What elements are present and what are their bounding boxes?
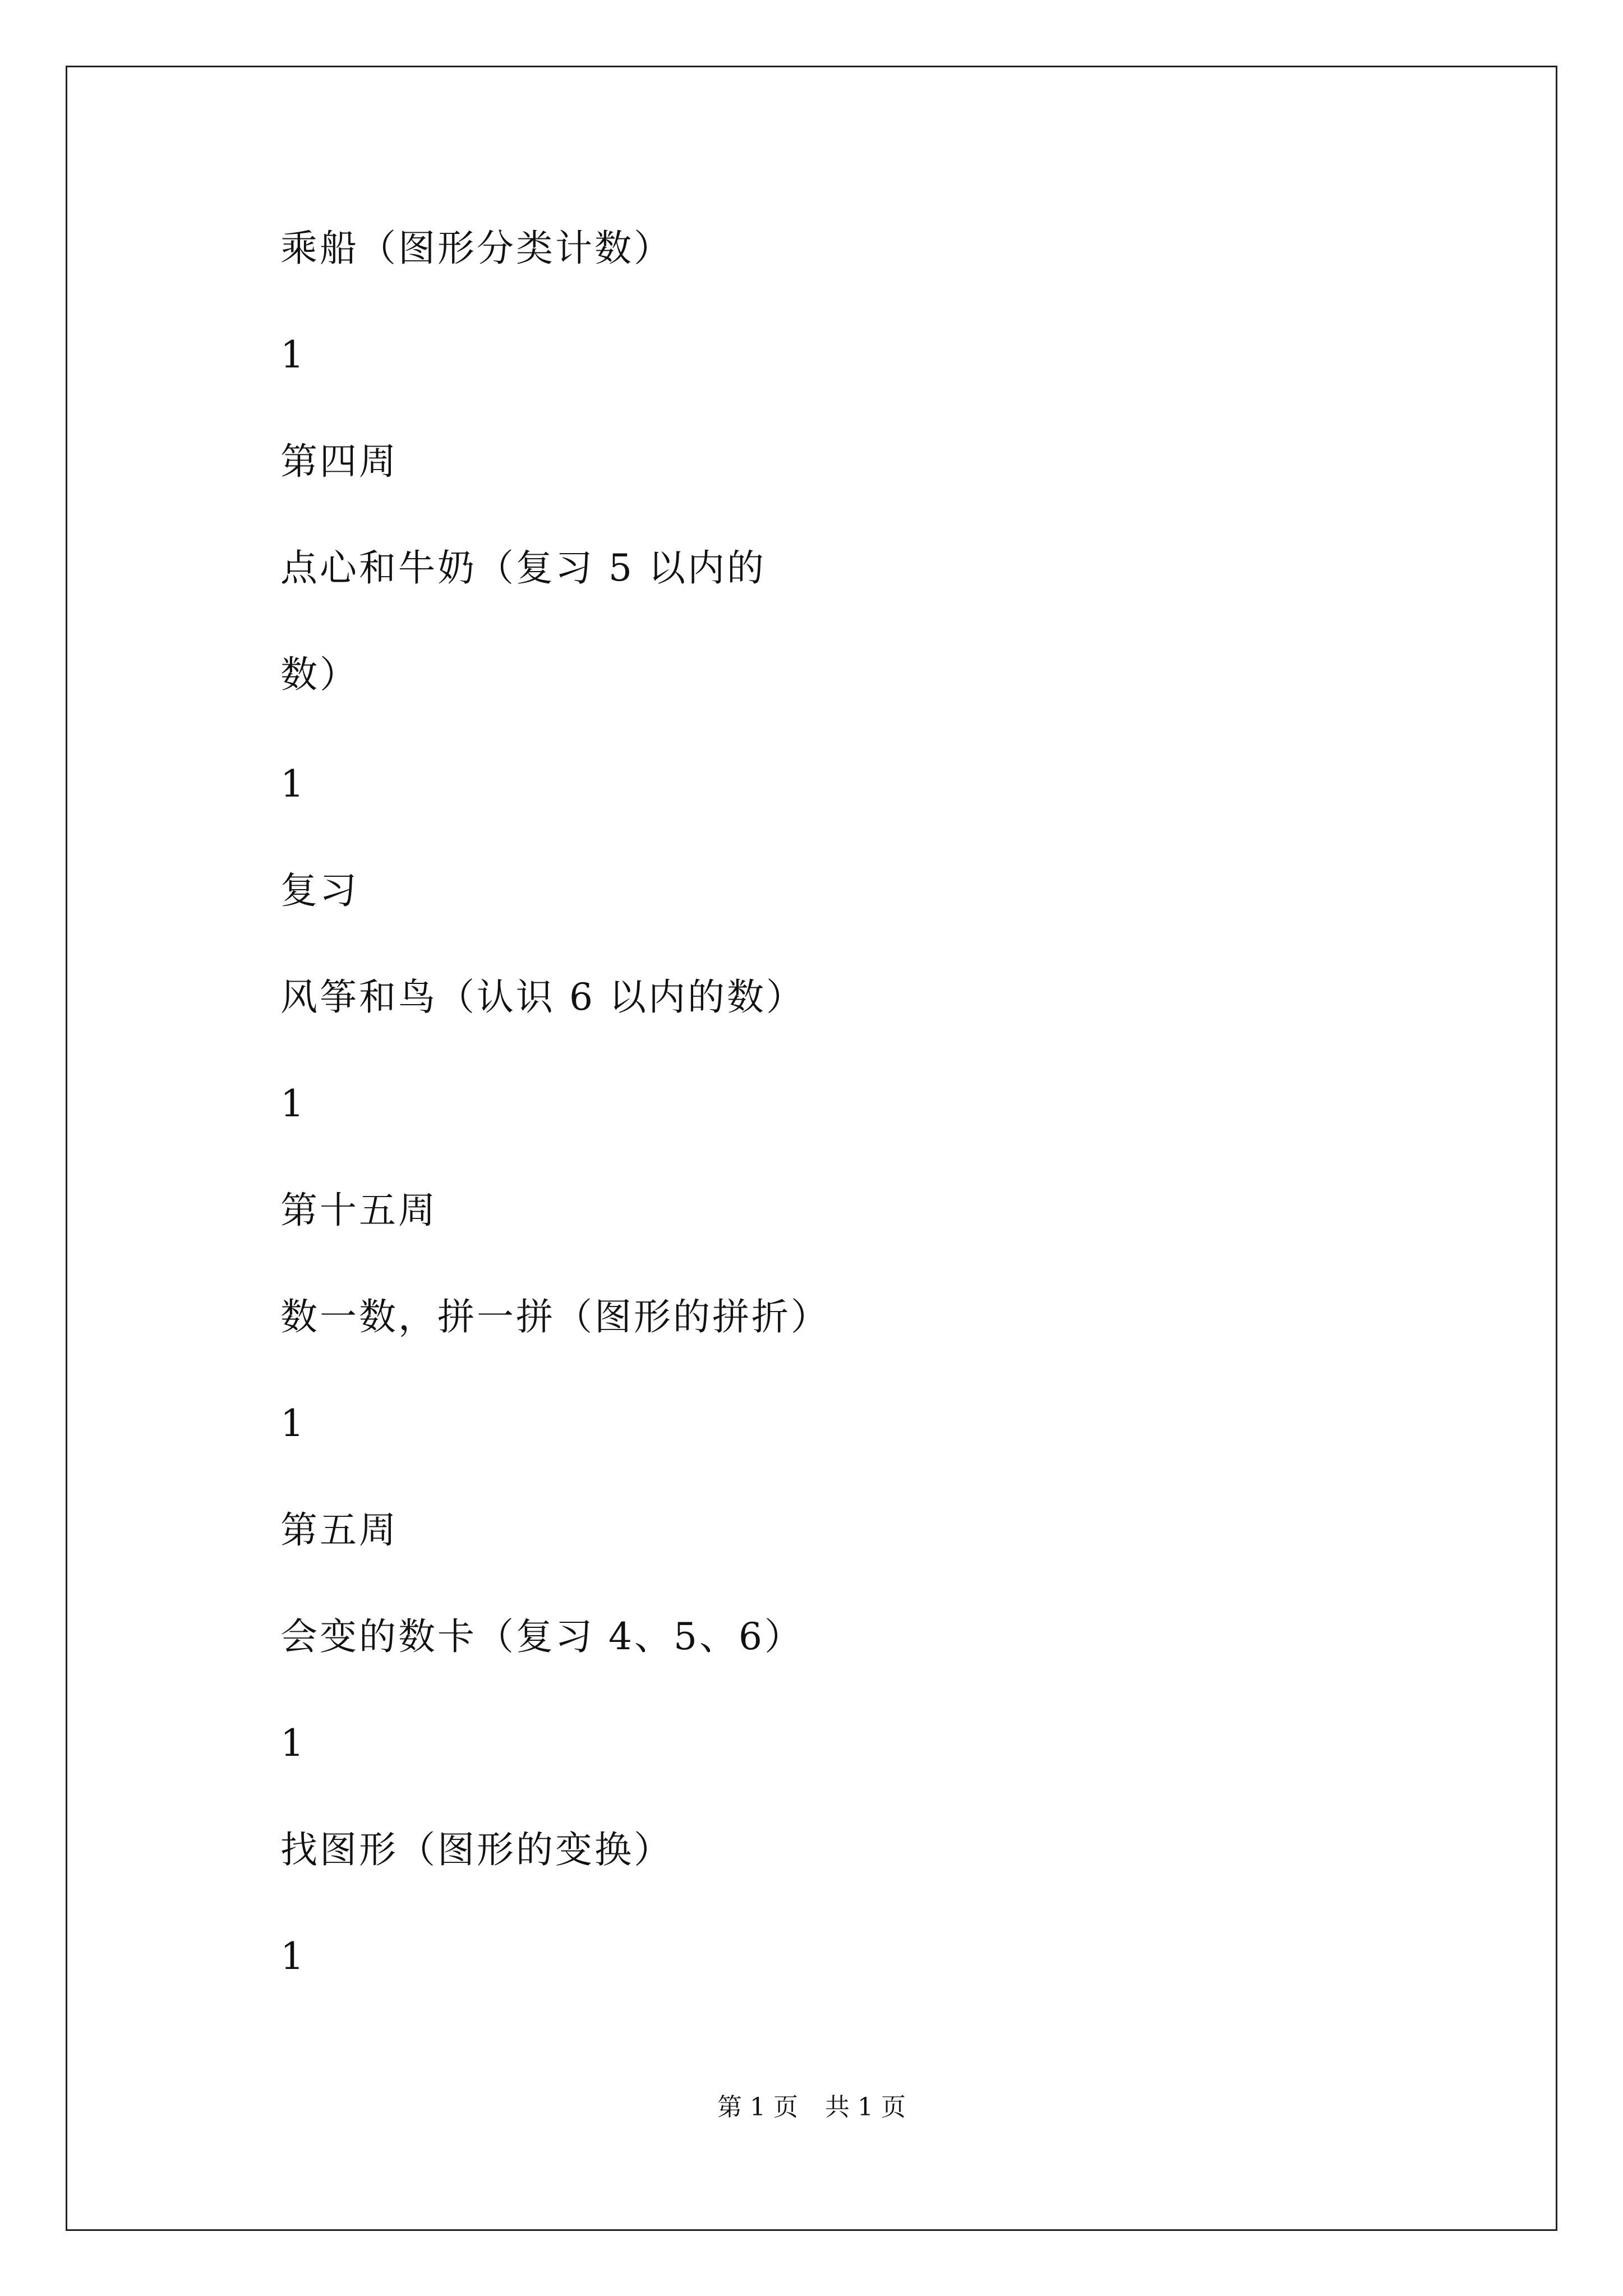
page-number-total: 共 1 页: [825, 2093, 906, 2122]
text-line: 第五周: [280, 1508, 398, 1552]
text-line: 第四周: [280, 440, 398, 483]
text-line: 第十五周: [280, 1189, 437, 1232]
text-line: 1: [280, 762, 306, 806]
text-line: 风筝和鸟（认识 6 以内的数）: [280, 976, 805, 1019]
text-line: 点心和牛奶（复习 5 以内的: [280, 546, 766, 590]
text-line: 数）: [280, 653, 359, 696]
text-line: 会变的数卡（复习 4、5、6）: [280, 1615, 804, 1658]
page-number-current: 第 1 页: [717, 2093, 798, 2122]
text-line: 乘船（图形分类计数）: [280, 227, 673, 270]
text-line: 复习: [280, 869, 359, 912]
text-line: 1: [280, 1722, 306, 1765]
text-line: 1: [280, 333, 306, 376]
text-line: 1: [280, 1402, 306, 1445]
text-line: 找图形（图形的变换）: [280, 1828, 673, 1871]
text-line: 1: [280, 1082, 306, 1125]
text-line: 1: [280, 1935, 306, 1978]
page-footer: [0, 2095, 1623, 2120]
page-frame: [66, 66, 1557, 2231]
text-line: 数一数，拼一拼（图形的拼折）: [280, 1295, 830, 1338]
